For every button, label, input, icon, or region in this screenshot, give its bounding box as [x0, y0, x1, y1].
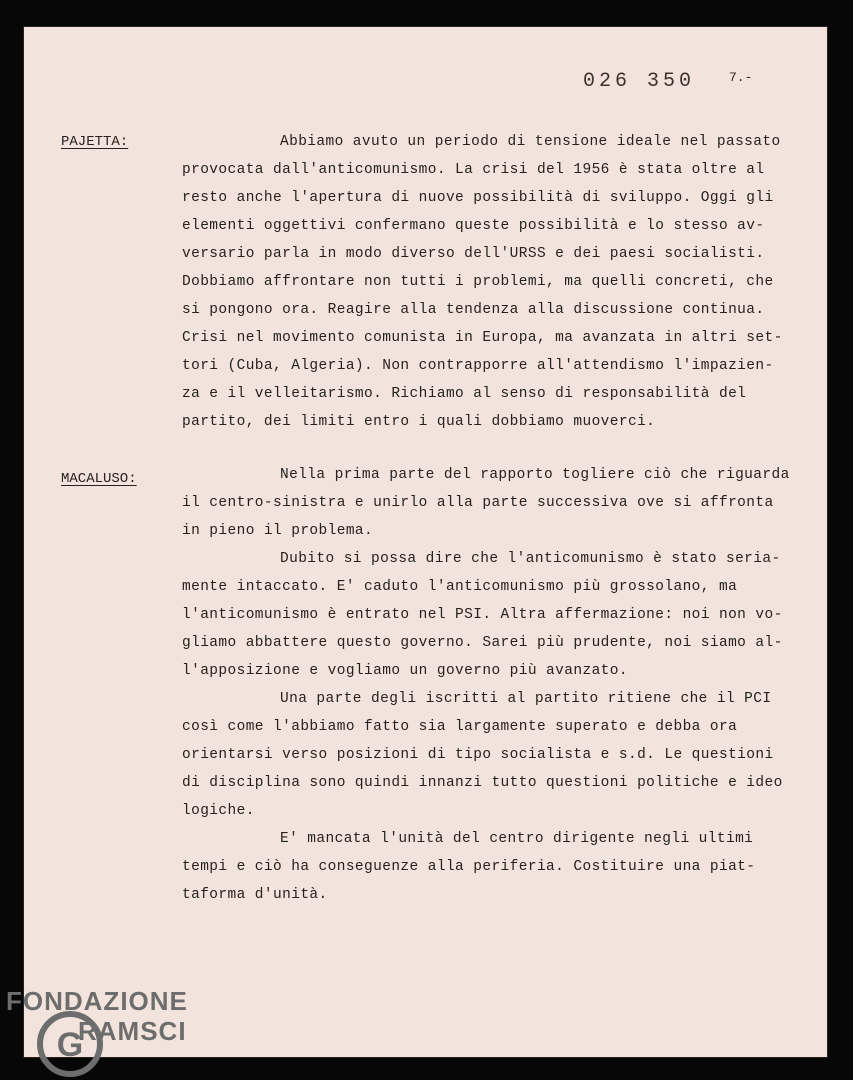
- text-line: di disciplina sono quindi innanzi tutto questioni politiche e ideo: [182, 775, 783, 791]
- text-line: taforma d'unità.: [182, 887, 328, 903]
- gramsci-logo-icon: [34, 1008, 106, 1080]
- archive-number: 026 350: [583, 70, 696, 93]
- text-line: Dobbiamo affrontare non tutti i problemi, ma quelli concreti, che: [182, 274, 774, 290]
- text-line: resto anche l'apertura di nuove possibilità di sviluppo. Oggi gli: [182, 190, 774, 206]
- text-line: Abbiamo avuto un periodo di tensione ideale nel passato: [280, 134, 781, 150]
- page-number: 7.-: [729, 70, 753, 85]
- text-line: Nella prima parte del rapporto togliere ciò che riguarda: [280, 467, 790, 483]
- text-line: elementi oggettivi confermano queste possibilità e lo stesso av-: [182, 218, 765, 234]
- text-line: E' mancata l'unità del centro dirigente negli ultimi: [280, 831, 754, 847]
- speaker-label-pajetta: PAJETTA:: [61, 134, 129, 150]
- watermark-line2: RAMSCI: [78, 1016, 187, 1046]
- text-line: gliamo abbattere questo governo. Sarei più prudente, noi siamo al-: [182, 635, 783, 651]
- text-line: tempi e ciò ha conseguenze alla periferia. Costituire una piat-: [182, 859, 756, 875]
- text-line: partito, dei limiti entro i quali dobbiamo muoverci.: [182, 414, 656, 430]
- text-line: in pieno il problema.: [182, 523, 374, 539]
- text-line: Una parte degli iscritti al partito ritiene che il PCI: [280, 691, 772, 707]
- text-line: Crisi nel movimento comunista in Europa, ma avanzata in altri set-: [182, 330, 783, 346]
- text-line: l'apposizione e vogliamo un governo più avanzato.: [182, 663, 628, 679]
- text-line: il centro-sinistra e unirlo alla parte successiva ove si affronta: [182, 495, 774, 511]
- text-line: za e il velleitarismo. Richiamo al senso di responsabilità del: [182, 386, 747, 402]
- text-line: si pongono ora. Reagire alla tendenza alla discussione continua.: [182, 302, 765, 318]
- text-line: mente intaccato. E' caduto l'anticomunismo più grossolano, ma: [182, 579, 738, 595]
- watermark-line1: FONDAZIONE: [6, 986, 188, 1016]
- text-line: così come l'abbiamo fatto sia largamente superato e debba ora: [182, 719, 738, 735]
- text-line: orientarsi verso posizioni di tipo socialista e s.d. Le questioni: [182, 747, 774, 763]
- text-line: provocata dall'anticomunismo. La crisi del 1956 è stata oltre al: [182, 162, 765, 178]
- text-line: versario parla in modo diverso dell'URSS e dei paesi socialisti.: [182, 246, 765, 262]
- text-line: tori (Cuba, Algeria). Non contrapporre all'attendismo l'impazien-: [182, 358, 774, 374]
- text-line: l'anticomunismo è entrato nel PSI. Altra affermazione: noi non vo-: [182, 607, 783, 623]
- fondazione-gramsci-watermark: [6, 986, 188, 1064]
- text-line: logiche.: [182, 803, 255, 819]
- text-line: Dubito si possa dire che l'anticomunismo è stato seria-: [280, 551, 781, 567]
- document-page: [24, 27, 827, 1057]
- logo-letter: G: [56, 1026, 84, 1064]
- speaker-label-macaluso: MACALUSO:: [61, 471, 137, 487]
